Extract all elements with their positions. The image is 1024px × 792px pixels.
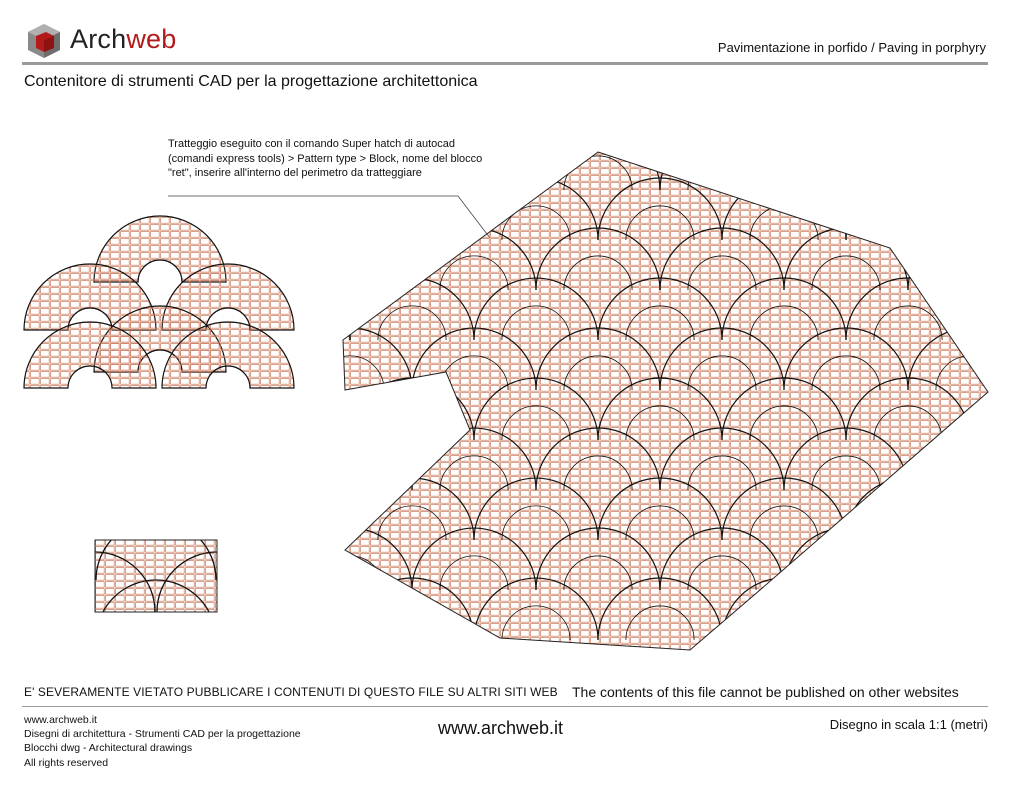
fan-cluster-sample (24, 216, 294, 388)
footer-line-2: Disegni di architettura - Strumenti CAD per la progettazione (24, 728, 301, 741)
scale-arc (970, 478, 1024, 540)
inner-arc (316, 256, 384, 290)
inner-arc (936, 156, 1004, 190)
scale-arc (970, 578, 1024, 640)
inner-arc (192, 156, 260, 190)
scale-arc (412, 128, 536, 190)
inner-arc (378, 206, 446, 240)
page-subtitle: Contenitore di strumenti CAD per la progettazione architettonica (24, 73, 478, 90)
inner-arc (316, 156, 384, 190)
inner-arc (378, 606, 446, 640)
inner-arc (874, 206, 942, 240)
inner-arc (936, 456, 1004, 490)
inner-arc (254, 406, 322, 440)
scale-arc (350, 178, 474, 240)
scale-arc (226, 178, 350, 240)
scale-arc (908, 228, 1024, 290)
block-ret-sample (35, 520, 277, 640)
inner-arc (998, 506, 1024, 540)
scale-arc (288, 428, 412, 490)
inner-arc (750, 606, 818, 640)
footer-line-3: Blocchi dwg - Architectural drawings (24, 742, 193, 755)
scale-arc (908, 528, 1024, 590)
warning-italian: E' SEVERAMENTE VIETATO PUBBLICARE I CONTENUTI DI QUESTO FILE SU ALTRI SITI WEB (24, 685, 558, 699)
scale-arc (164, 128, 288, 190)
inner-arc (192, 456, 260, 490)
scale-note: Disegno in scala 1:1 (metri) (829, 717, 988, 732)
scale-arc (846, 578, 970, 640)
inner-arc (378, 406, 446, 440)
inner-arc (998, 406, 1024, 440)
scale-arc (226, 578, 350, 640)
scale-arc (784, 128, 908, 190)
inner-arc (874, 506, 942, 540)
inner-arc (936, 256, 1004, 290)
inner-arc (254, 606, 322, 640)
scale-arc (164, 428, 288, 490)
scale-arc (970, 178, 1024, 240)
scale-arc (846, 178, 970, 240)
logo-text-accent: web (126, 24, 177, 54)
warning-english: The contents of this file cannot be published on other websites (572, 684, 959, 700)
inner-arc (316, 456, 384, 490)
inner-arc (812, 556, 880, 590)
footer-line-4: All rights reserved (24, 756, 109, 769)
scale-arc (288, 128, 412, 190)
inner-arc (874, 606, 942, 640)
scale-arc (226, 478, 350, 540)
scale-arc (908, 128, 1024, 190)
inner-arc (254, 206, 322, 240)
footer-line-1: www.archweb.it (24, 714, 97, 726)
inner-arc (998, 306, 1024, 340)
footer-info (24, 713, 301, 770)
hatched-area (164, 128, 1024, 660)
inner-arc (812, 156, 880, 190)
annotation-line-1: Tratteggio eseguito con il comando Super hatch di autocad (168, 138, 455, 150)
drawing-title: Pavimentazione in porfido / Paving in porphyry (717, 40, 986, 55)
annotation-line-2: (comandi express tools) > Pattern type > Block, nome del blocco (168, 152, 483, 165)
inner-arc (440, 156, 508, 190)
inner-arc (998, 606, 1024, 640)
inner-arc (936, 556, 1004, 590)
annotation-leader-line (168, 196, 490, 238)
footer-website: www.archweb.it (438, 718, 564, 738)
inner-arc (998, 206, 1024, 240)
inner-arc (254, 506, 322, 540)
scale-arc (970, 278, 1024, 340)
scale-arc (288, 228, 412, 290)
annotation-line-3: "ret", inserire all'interno del perimetro da tratteggiare (168, 167, 422, 179)
logo-text-main: Arch (70, 24, 127, 54)
footer-divider (22, 706, 988, 707)
